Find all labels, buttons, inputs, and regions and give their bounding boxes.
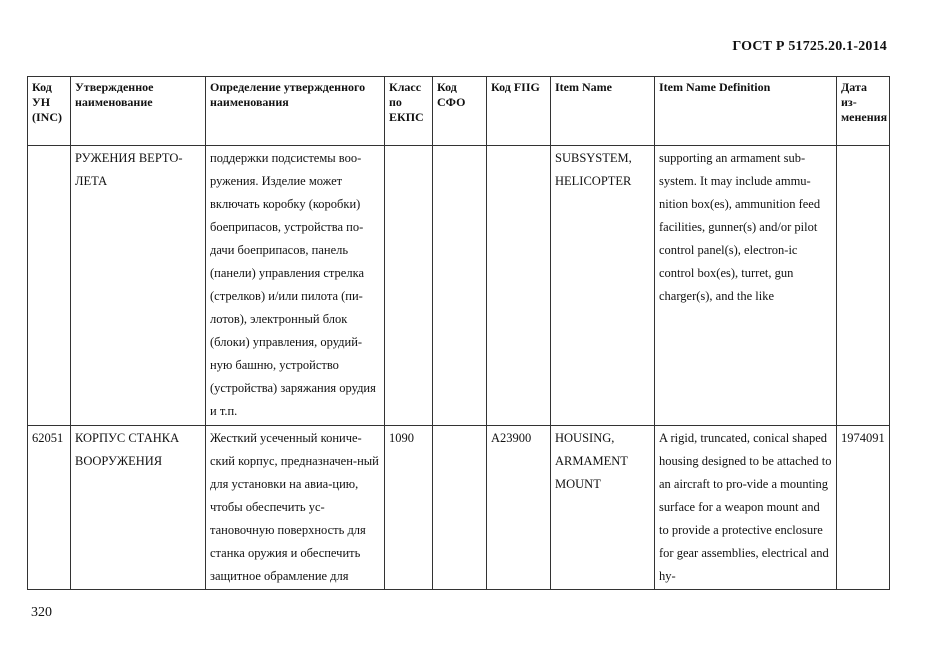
cell-definition: Жесткий усеченный кониче-ский корпус, предназначен-ный для установки на авиа-цию, чтобы обеспечить ус-тановочную поверхность для станка оружия и обеспечить защитное обрамление для bbox=[206, 426, 385, 590]
table-header bbox=[28, 77, 890, 146]
col-header-fiig: Код FIIG bbox=[487, 77, 551, 146]
col-header-item-name: Item Name bbox=[551, 77, 655, 146]
catalog-table bbox=[27, 76, 890, 590]
cell-item-def: supporting an armament sub-system. It may include ammu-nition box(es), ammunition feed facilities, gunner(s) and/or pilot control panel(s), electron-ic control box(es), turret, gun charger(s), and the like bbox=[655, 146, 837, 426]
standard-number: ГОСТ Р 51725.20.1-2014 bbox=[732, 39, 887, 54]
table-row bbox=[28, 426, 890, 590]
cell-inc bbox=[28, 146, 71, 426]
cell-class: 1090 bbox=[385, 426, 433, 590]
col-header-name: Утвержденное наименование bbox=[71, 77, 206, 146]
cell-fiig bbox=[487, 146, 551, 426]
cell-item-def: A rigid, truncated, conical shaped housing designed to be attached to an aircraft to pro-vide a mounting surface for a weapon mount and to provide a protective enclosure for gear assemblies, electrical and hy- bbox=[655, 426, 837, 590]
cell-sfo bbox=[433, 426, 487, 590]
col-header-item-def: Item Name Definition bbox=[655, 77, 837, 146]
cell-definition: поддержки подсистемы воо-ружения. Изделие может включать коробку (коробки) боеприпасов, устройства по-дачи боеприпасов, панель (панели) управления стрелка (стрелков) и/или пилота (пи-лотов), электронный блок (блоки) управления, орудий-ную башню, устройство (устройства) заряжания орудия и т.п. bbox=[206, 146, 385, 426]
col-header-date: Дата из-менения bbox=[837, 77, 890, 146]
col-header-sfo: Код СФО bbox=[433, 77, 487, 146]
cell-name: РУЖЕНИЯ ВЕРТО-ЛЕТА bbox=[71, 146, 206, 426]
page-number: 320 bbox=[31, 605, 52, 620]
col-header-definition: Определение утвержденного наименования bbox=[206, 77, 385, 146]
cell-fiig: A23900 bbox=[487, 426, 551, 590]
col-header-inc: Код УН (INC) bbox=[28, 77, 71, 146]
cell-item-name: HOUSING, ARMAMENT MOUNT bbox=[551, 426, 655, 590]
cell-item-name: SUBSYSTEM, HELICOPTER bbox=[551, 146, 655, 426]
cell-date bbox=[837, 146, 890, 426]
table-row bbox=[28, 146, 890, 426]
cell-sfo bbox=[433, 146, 487, 426]
cell-class bbox=[385, 146, 433, 426]
header-row bbox=[28, 77, 890, 146]
cell-name: КОРПУС СТАНКА ВООРУЖЕНИЯ bbox=[71, 426, 206, 590]
col-header-class: Класс по ЕКПС bbox=[385, 77, 433, 146]
cell-inc: 62051 bbox=[28, 426, 71, 590]
cell-date: 1974091 bbox=[837, 426, 890, 590]
